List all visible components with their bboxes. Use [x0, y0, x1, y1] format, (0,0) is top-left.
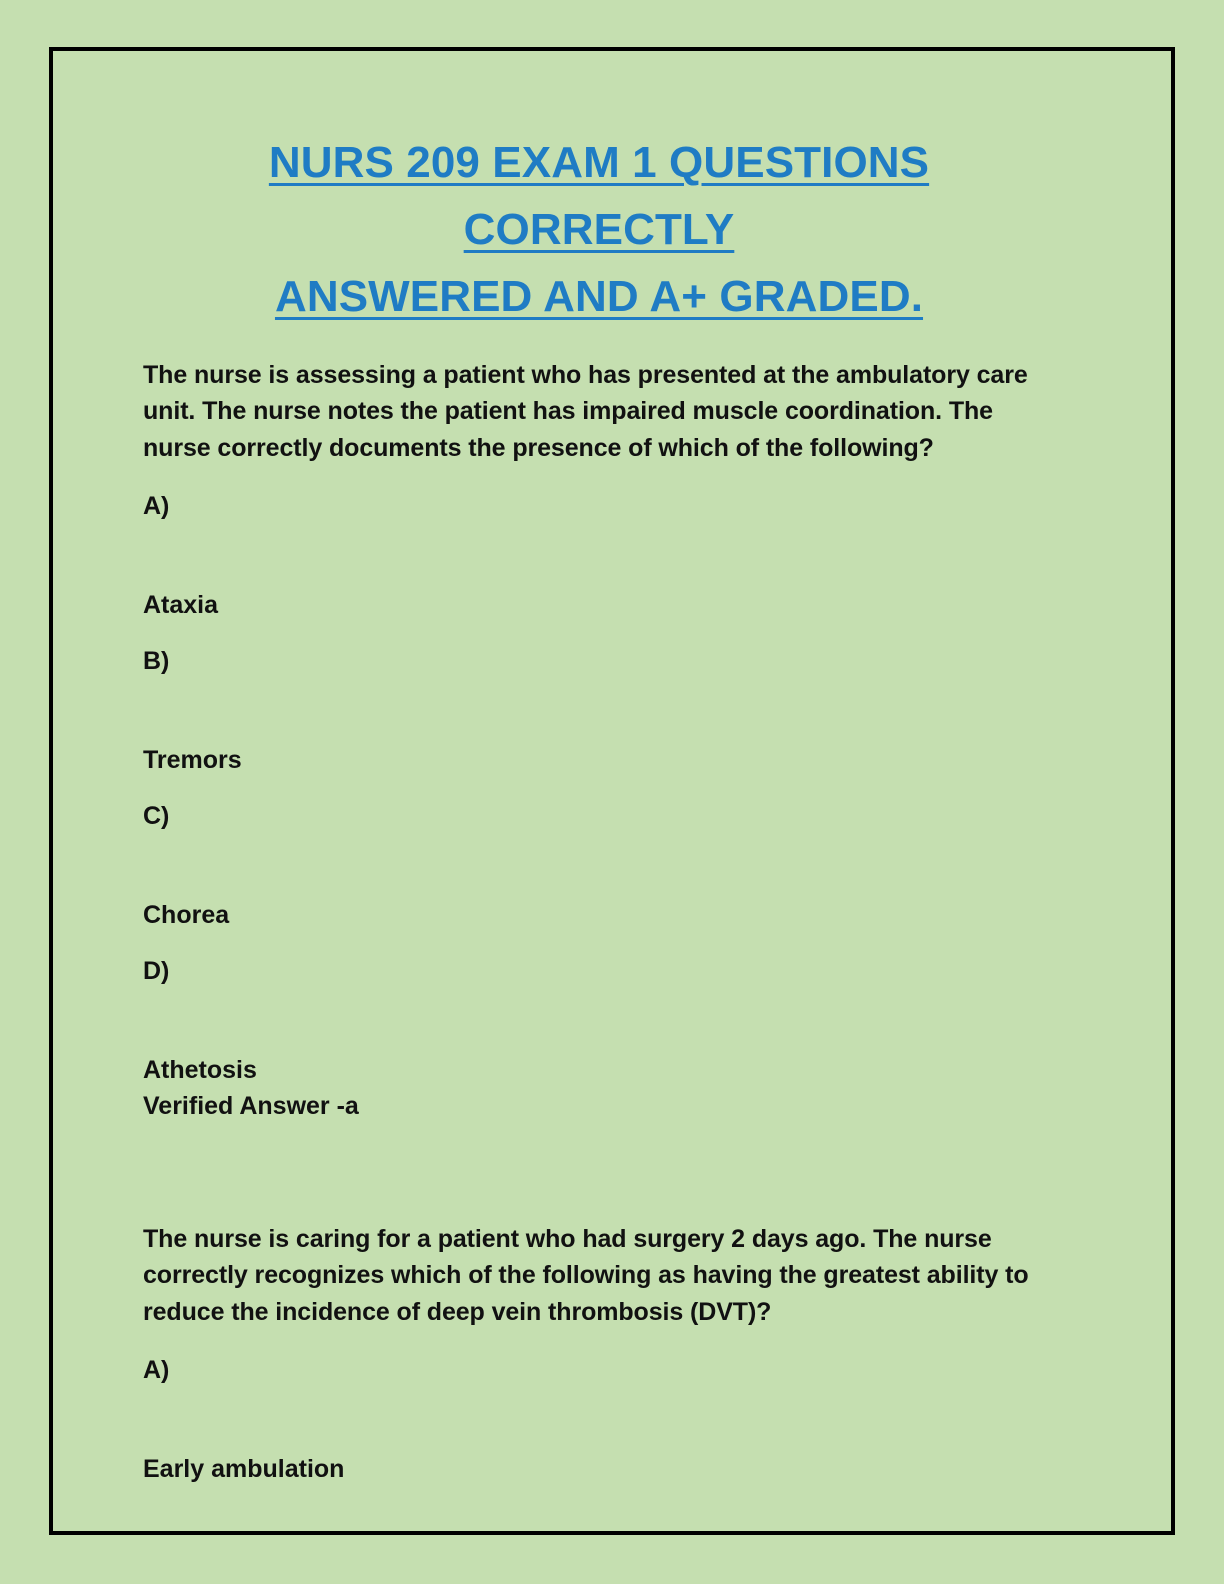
- spacer-option-1b: [143, 680, 1055, 742]
- option-letter-1c[interactable]: C): [143, 802, 170, 831]
- option-value-1c[interactable]: Chorea: [143, 900, 230, 929]
- option-value-1b[interactable]: Tremors: [143, 745, 242, 774]
- page-title-line-1: NURS 209 EXAM 1 QUESTIONS CORRECTLY: [268, 138, 930, 254]
- spacer-after-option-1c: [143, 933, 1055, 953]
- option-letter-1b[interactable]: B): [143, 647, 170, 676]
- question-stem-1: The nurse is assessing a patient who has presented at the ambulatory care unit. The nurse notes the patient has impaired muscle coordination. The nurse correctly documents the presence of which of the following?: [143, 360, 1028, 462]
- question-block-1: [143, 357, 1055, 1125]
- page-title: [143, 130, 1055, 331]
- option-letter-2a[interactable]: A): [143, 1356, 170, 1385]
- question-block-2: [143, 1221, 1055, 1488]
- option-letter-1d[interactable]: D): [143, 957, 170, 986]
- spacer-tail: [143, 1487, 1055, 1507]
- spacer-stem-to-options-1: [143, 466, 1055, 488]
- spacer-option-1d: [143, 990, 1055, 1052]
- spacer-option-1c: [143, 835, 1055, 897]
- spacer-title-to-question: [143, 331, 1055, 357]
- spacer-stem-to-options-2: [143, 1330, 1055, 1352]
- document-content: [143, 130, 1055, 1507]
- verified-answer-1: Verified Answer -a: [143, 1092, 359, 1121]
- spacer-option-1a: [143, 525, 1055, 587]
- page-title-line-2: ANSWERED AND A+ GRADED.: [274, 271, 924, 321]
- spacer-option-2a: [143, 1389, 1055, 1451]
- option-value-1a[interactable]: Ataxia: [143, 590, 219, 619]
- option-value-1d[interactable]: Athetosis: [143, 1055, 257, 1084]
- option-letter-1a[interactable]: A): [143, 492, 170, 521]
- spacer-between-questions: [143, 1125, 1055, 1221]
- spacer-after-option-1a: [143, 623, 1055, 643]
- option-value-2a[interactable]: Early ambulation: [143, 1454, 345, 1483]
- spacer-after-option-1b: [143, 778, 1055, 798]
- question-stem-2: The nurse is caring for a patient who had surgery 2 days ago. The nurse correctly recognizes which of the following as having the greatest ability to reduce the incidence of deep vein thrombosis (DVT)?: [143, 1224, 1029, 1326]
